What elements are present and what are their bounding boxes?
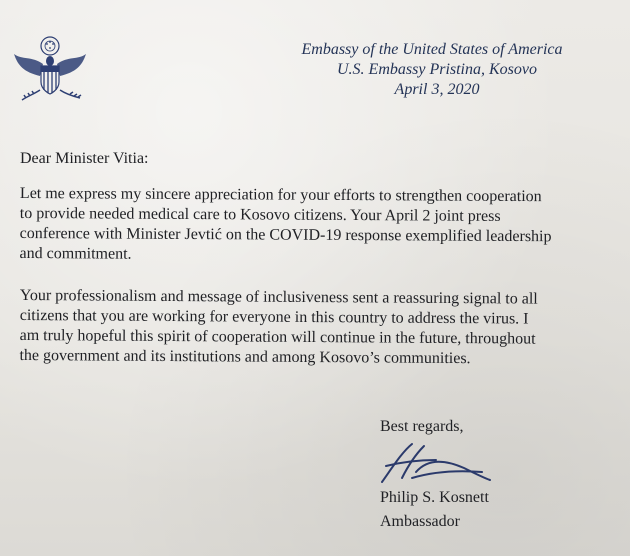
letterhead	[252, 40, 582, 100]
closing: Best regards,	[380, 418, 464, 435]
paragraph-1-line: to provide needed medical care to Kosovo citizens. Your April 2 joint press	[19, 204, 501, 225]
great-seal-icon	[10, 34, 88, 104]
handwritten-signature-icon	[372, 438, 502, 490]
paragraph-2-line: citizens that you are working for everyone in this country to address the virus. I	[19, 306, 529, 328]
salutation: Dear Minister Vitia:	[20, 150, 149, 167]
paragraph-2-line: Your professionalism and message of inclusiveness sent a reassuring signal to all	[19, 286, 538, 308]
paragraph-1-line: conference with Minister Jevtić on the COVID-19 response exemplified leadership	[19, 224, 552, 246]
paragraph-2-line: the government and its institutions and among Kosovo’s communities.	[19, 346, 471, 368]
paragraph-1-line: Let me express my sincere appreciation for your efforts to strengthen cooperation	[19, 184, 542, 206]
embassy-name: Embassy of the United States of America	[301, 41, 563, 58]
paragraph-1-line: and commitment.	[19, 244, 132, 263]
letter-date: April 3, 2020	[394, 81, 480, 98]
signer-name: Philip S. Kosnett	[380, 489, 489, 506]
paragraph-2	[19, 286, 616, 370]
embassy-location: U.S. Embassy Pristina, Kosovo	[337, 61, 537, 78]
letter-body	[20, 150, 616, 366]
signer-block	[380, 486, 489, 534]
signer-title: Ambassador	[380, 513, 460, 530]
paragraph-1	[20, 184, 616, 268]
paragraph-2-line: am truly hopeful this spirit of cooperation will continue in the future, throughout	[19, 326, 536, 348]
